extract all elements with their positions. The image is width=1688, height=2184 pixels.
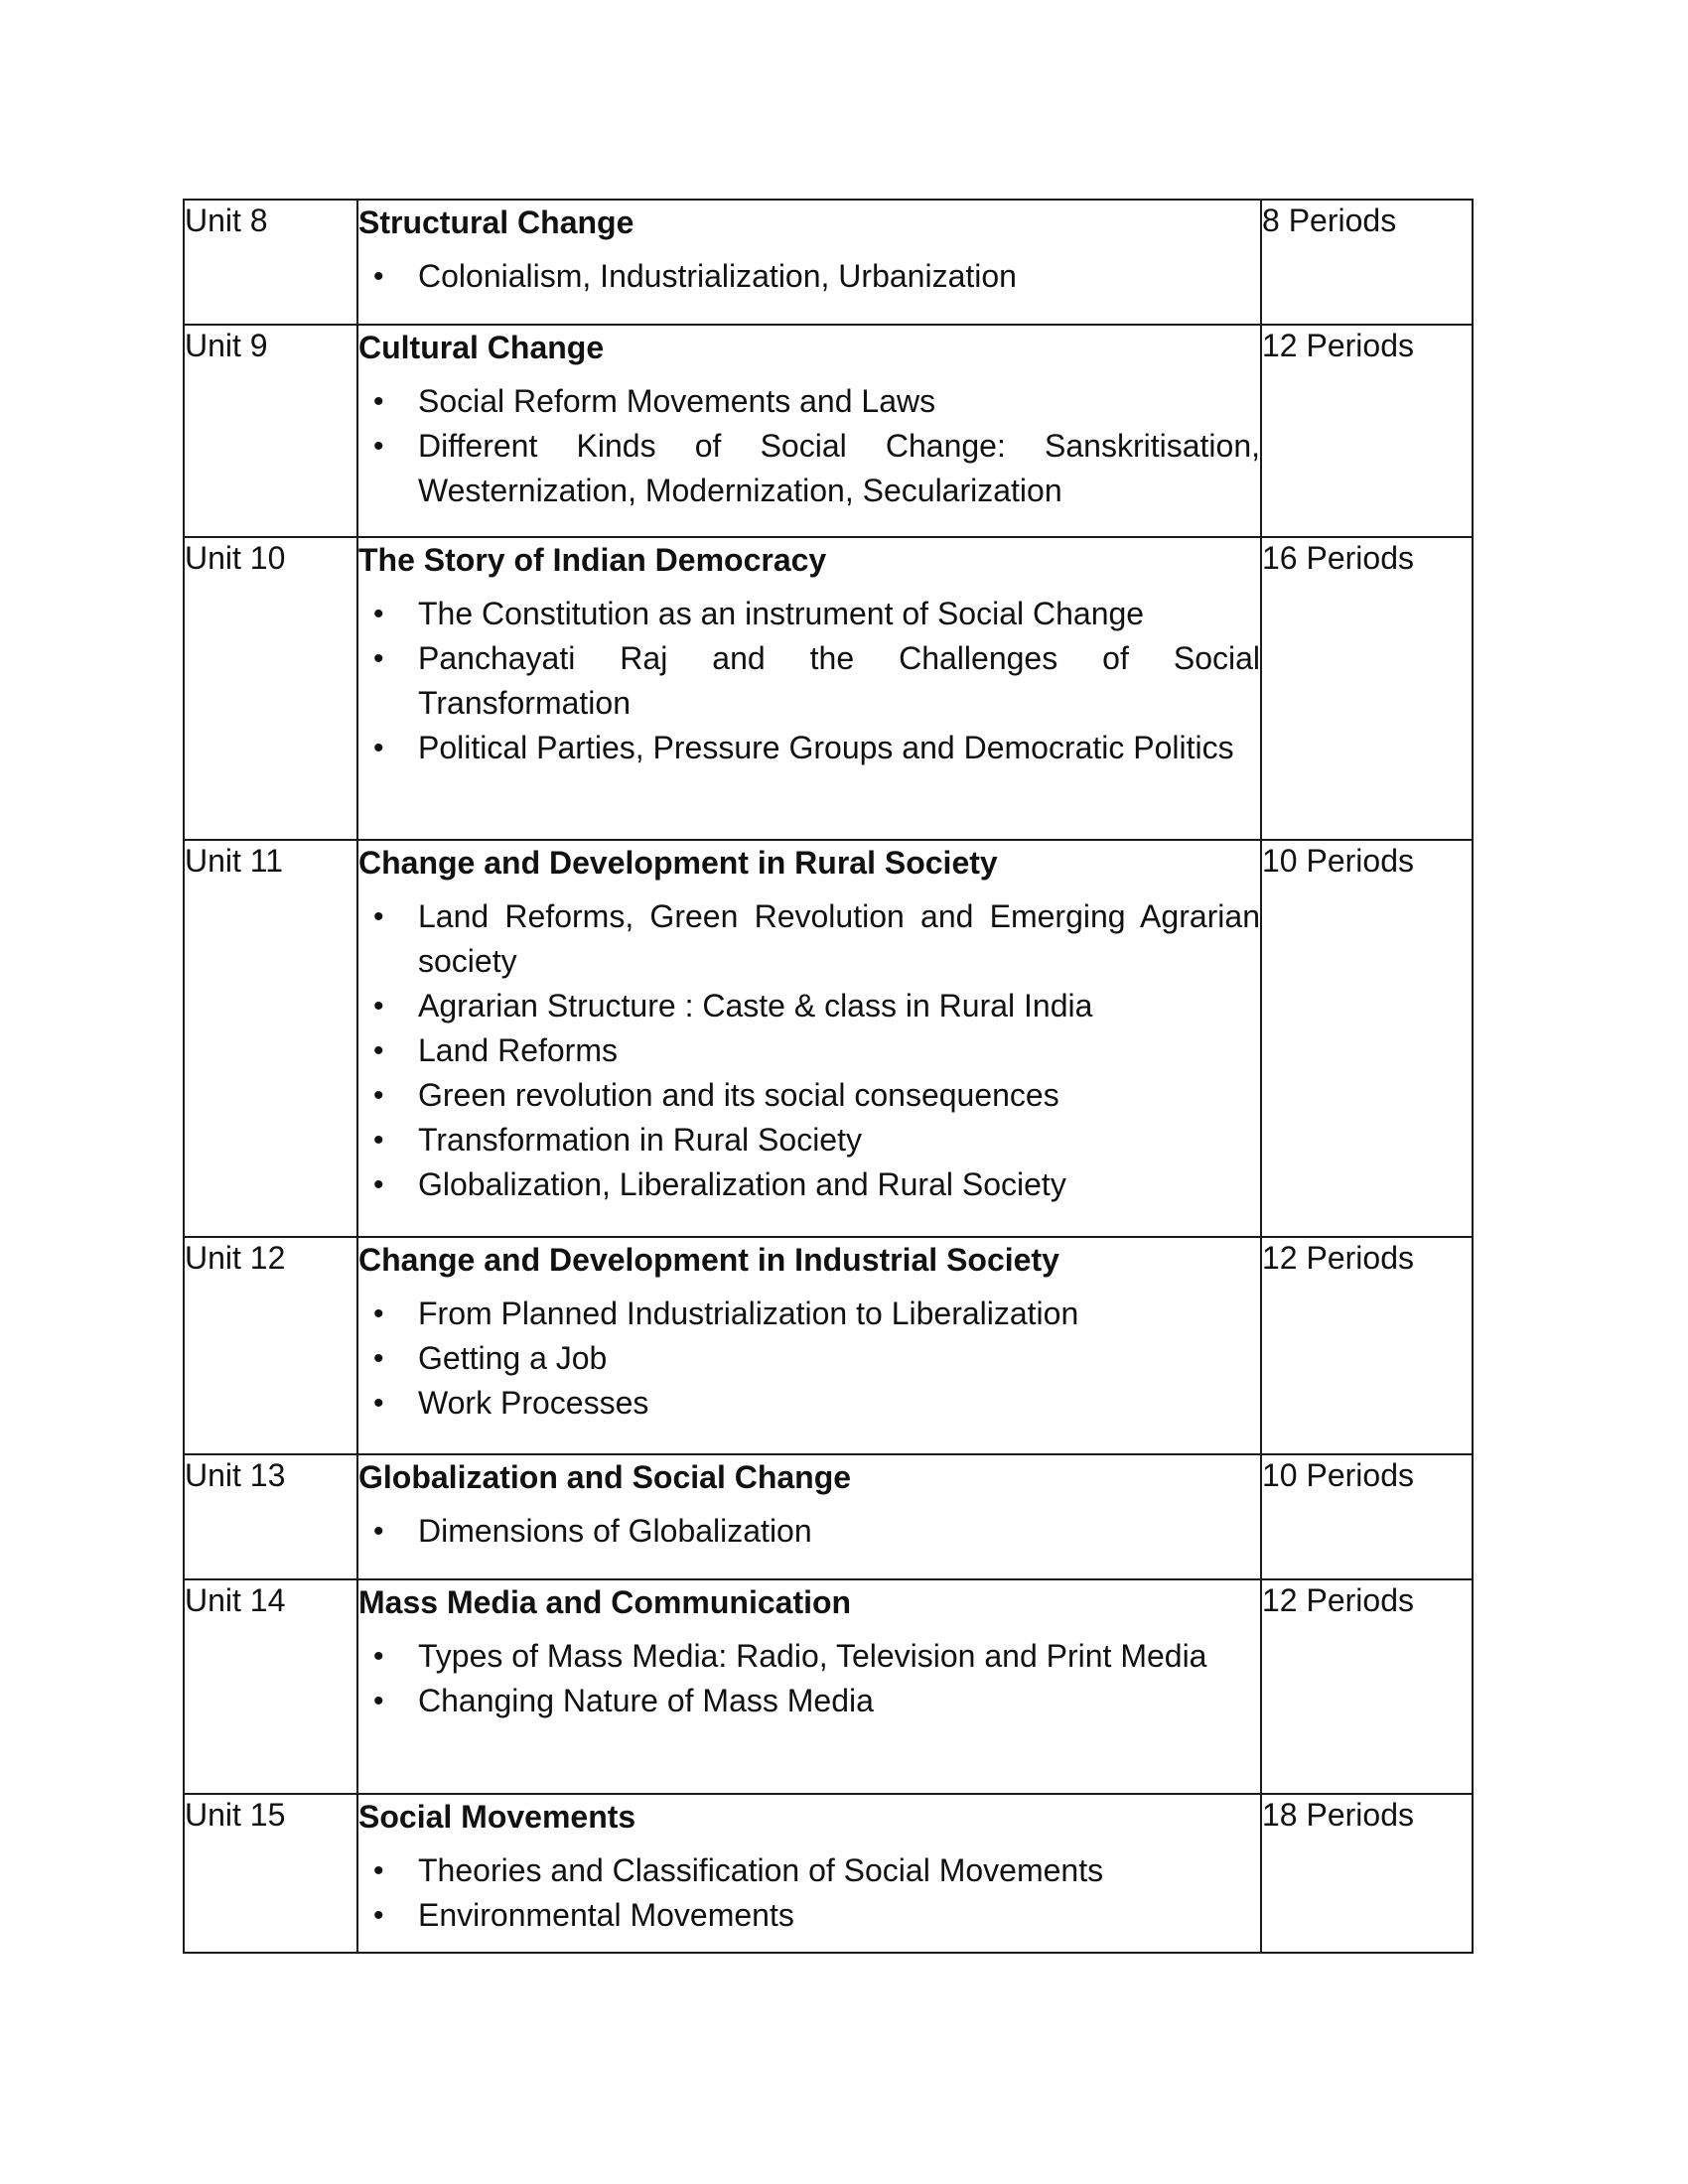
- topic-cell: [357, 537, 1261, 840]
- list-item: [358, 636, 1260, 726]
- list-item-text: Changing Nature of Mass Media: [418, 1683, 874, 1718]
- list-item: [358, 1679, 1260, 1723]
- list-item-text: Colonialism, Industrialization, Urbanization: [418, 258, 1017, 294]
- bullet-icon: •: [373, 1034, 384, 1067]
- list-item: [358, 984, 1260, 1028]
- unit-label: Unit 8: [185, 203, 268, 238]
- table-row: [184, 325, 1473, 537]
- topic-title: Change and Development in Industrial Society: [358, 1242, 1059, 1278]
- list-item: [358, 1162, 1260, 1207]
- unit-label: Unit 11: [185, 843, 284, 879]
- list-item-text: Dimensions of Globalization: [418, 1513, 812, 1549]
- list-item: [358, 592, 1260, 636]
- list-item-text: The Constitution as an instrument of Social Change: [418, 596, 1145, 631]
- table-row: [184, 840, 1473, 1237]
- list-item: [358, 379, 1260, 424]
- topic-cell: [357, 1454, 1261, 1579]
- unit-label: Unit 12: [185, 1240, 286, 1276]
- bullet-icon: •: [373, 1854, 384, 1887]
- table-row: [184, 1794, 1473, 1953]
- topic-list: [358, 592, 1260, 770]
- list-item-text: Environmental Movements: [418, 1897, 794, 1933]
- topic-list: [358, 894, 1260, 1207]
- period-label: 16 Periods: [1262, 540, 1414, 576]
- topic-title: Globalization and Social Change: [358, 1459, 852, 1495]
- period-label: 8 Periods: [1262, 203, 1397, 238]
- list-item-text: Land Reforms, Green Revolution and Emerging Agrarian society: [418, 898, 1260, 979]
- table-row: [184, 1237, 1473, 1454]
- bullet-icon: •: [373, 900, 384, 933]
- unit-cell: [184, 200, 357, 325]
- period-label: 12 Periods: [1262, 1582, 1414, 1618]
- unit-cell: [184, 325, 357, 537]
- list-item: [358, 1381, 1260, 1426]
- list-item-text: Getting a Job: [418, 1340, 608, 1376]
- topic-list: [358, 1848, 1260, 1938]
- unit-cell: [184, 537, 357, 840]
- list-item-text: Panchayati Raj and the Challenges of Social Transformation: [418, 640, 1260, 721]
- topic-cell: [357, 1237, 1261, 1454]
- list-item: [358, 1118, 1260, 1162]
- period-cell: [1261, 1579, 1473, 1794]
- topic-list: [358, 1292, 1260, 1426]
- list-item: [358, 1893, 1260, 1938]
- period-label: 10 Periods: [1262, 1457, 1414, 1493]
- topic-cell: [357, 200, 1261, 325]
- list-item: [358, 1509, 1260, 1554]
- syllabus-table: [183, 199, 1474, 1954]
- period-cell: [1261, 537, 1473, 840]
- list-item: [358, 1848, 1260, 1893]
- period-label: 10 Periods: [1262, 843, 1414, 879]
- list-item-text: Social Reform Movements and Laws: [418, 383, 936, 419]
- list-item: [358, 254, 1260, 299]
- list-item: [358, 1336, 1260, 1381]
- topic-cell: [357, 1794, 1261, 1953]
- list-item: [358, 1073, 1260, 1118]
- table-row: [184, 537, 1473, 840]
- topic-list: [358, 1634, 1260, 1723]
- bullet-icon: •: [373, 990, 384, 1023]
- period-label: 12 Periods: [1262, 328, 1414, 363]
- topic-title: Mass Media and Communication: [358, 1584, 852, 1620]
- unit-label: Unit 15: [185, 1797, 286, 1833]
- bullet-icon: •: [373, 1640, 384, 1673]
- list-item-text: Globalization, Liberalization and Rural Society: [418, 1166, 1066, 1202]
- unit-cell: [184, 1454, 357, 1579]
- list-item: [358, 1634, 1260, 1679]
- topic-cell: [357, 325, 1261, 537]
- period-label: 18 Periods: [1262, 1797, 1414, 1833]
- unit-cell: [184, 840, 357, 1237]
- unit-cell: [184, 1794, 357, 1953]
- period-cell: [1261, 325, 1473, 537]
- bullet-icon: •: [373, 1899, 384, 1932]
- table-row: [184, 200, 1473, 325]
- period-cell: [1261, 1237, 1473, 1454]
- list-item-text: Different Kinds of Social Change: Sanskritisation, Westernization, Modernization, Secularization: [418, 428, 1260, 508]
- bullet-icon: •: [373, 1168, 384, 1201]
- topic-title: Social Movements: [358, 1799, 636, 1835]
- list-item-text: Theories and Classification of Social Movements: [418, 1852, 1104, 1888]
- bullet-icon: •: [373, 385, 384, 418]
- list-item: [358, 424, 1260, 513]
- table-row: [184, 1579, 1473, 1794]
- list-item-text: Transformation in Rural Society: [418, 1122, 862, 1158]
- table-row: [184, 1454, 1473, 1579]
- bullet-icon: •: [373, 1515, 384, 1548]
- unit-cell: [184, 1237, 357, 1454]
- list-item: [358, 894, 1260, 984]
- period-cell: [1261, 840, 1473, 1237]
- list-item: [358, 1028, 1260, 1073]
- bullet-icon: •: [373, 598, 384, 630]
- unit-label: Unit 9: [185, 328, 268, 363]
- topic-cell: [357, 1579, 1261, 1794]
- list-item-text: Green revolution and its social consequences: [418, 1077, 1059, 1113]
- list-item-text: Agrarian Structure : Caste & class in Rural India: [418, 988, 1093, 1024]
- topic-list: [358, 379, 1260, 513]
- topic-list: [358, 254, 1260, 299]
- topic-list: [358, 1509, 1260, 1554]
- topic-title: Change and Development in Rural Society: [358, 845, 998, 881]
- list-item: [358, 1292, 1260, 1336]
- bullet-icon: •: [373, 260, 384, 293]
- bullet-icon: •: [373, 430, 384, 463]
- unit-label: Unit 13: [185, 1457, 286, 1493]
- period-cell: [1261, 1454, 1473, 1579]
- bullet-icon: •: [373, 1124, 384, 1157]
- list-item-text: Types of Mass Media: Radio, Television and Print Media: [418, 1638, 1207, 1674]
- bullet-icon: •: [373, 1297, 384, 1330]
- topic-title: The Story of Indian Democracy: [358, 542, 827, 578]
- list-item-text: Land Reforms: [418, 1032, 618, 1068]
- period-cell: [1261, 200, 1473, 325]
- topic-cell: [357, 840, 1261, 1237]
- list-item-text: Political Parties, Pressure Groups and Democratic Politics: [418, 730, 1234, 765]
- period-cell: [1261, 1794, 1473, 1953]
- bullet-icon: •: [373, 1387, 384, 1420]
- list-item-text: From Planned Industrialization to Liberalization: [418, 1296, 1079, 1331]
- bullet-icon: •: [373, 1685, 384, 1717]
- list-item: [358, 726, 1260, 770]
- bullet-icon: •: [373, 1079, 384, 1112]
- unit-cell: [184, 1579, 357, 1794]
- unit-label: Unit 10: [185, 540, 286, 576]
- list-item-text: Work Processes: [418, 1385, 649, 1421]
- topic-title: Structural Change: [358, 205, 634, 240]
- period-label: 12 Periods: [1262, 1240, 1414, 1276]
- unit-label: Unit 14: [185, 1582, 286, 1618]
- bullet-icon: •: [373, 732, 384, 764]
- bullet-icon: •: [373, 642, 384, 675]
- topic-title: Cultural Change: [358, 330, 605, 365]
- bullet-icon: •: [373, 1342, 384, 1375]
